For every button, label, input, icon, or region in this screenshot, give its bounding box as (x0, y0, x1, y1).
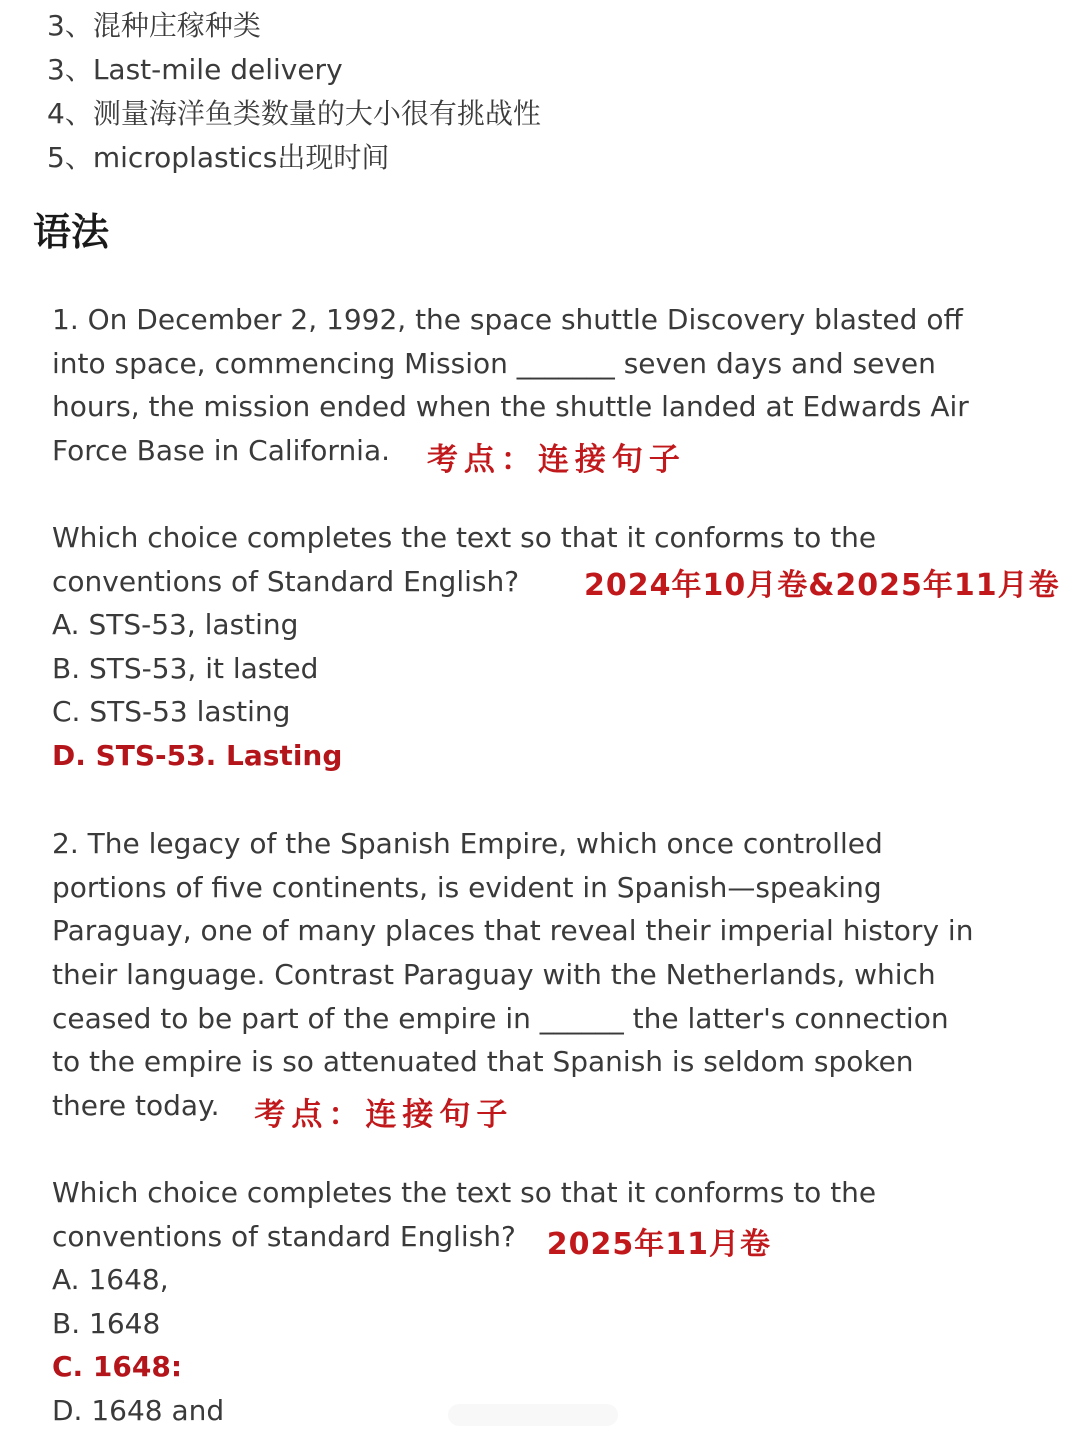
topic-item: 3、Last-mile delivery (47, 53, 343, 86)
choice-b: B. 1648 (52, 1306, 161, 1340)
prompt-line: Which choice completes the text so that it conforms to the (52, 1176, 877, 1209)
section-title: 语法 (33, 210, 110, 254)
passage-line: there today. (52, 1089, 220, 1123)
passage-line: 2. The legacy of the Spanish Empire, which once controlled (52, 827, 883, 860)
prompt-line: Which choice completes the text so that it conforms to the (52, 521, 877, 554)
exam-source-annotation: 2025年11月卷 (546, 1226, 772, 1262)
passage-line: their language. Contrast Paraguay with the Netherlands, which (52, 958, 936, 992)
passage-line: to the empire is so attenuated that Spanish is seldom spoken (52, 1045, 914, 1079)
passage-line: Force Base in California. (52, 434, 391, 468)
passage-line: 1. On December 2, 1992, the space shuttle Discovery blasted off (52, 303, 963, 336)
choice-d: D. 1648 and (52, 1394, 225, 1428)
question-2-prompt (52, 1171, 1052, 1262)
passage-line: portions of five continents, is evident in Spanish—speaking (52, 870, 882, 904)
exam-source-annotation: 2024年10月卷&2025年11月卷 (583, 567, 1060, 603)
topic-item: 5、microplastics出现时间 (47, 141, 390, 174)
question-2-passage (52, 822, 1052, 1134)
passage-line: hours, the mission ended when the shuttle landed at Edwards Air (52, 390, 969, 424)
prompt-line: conventions of standard English? (52, 1219, 516, 1253)
prompt-line: conventions of Standard English? (52, 564, 520, 598)
choice-c: C. STS-53 lasting (52, 695, 291, 729)
question-1-passage (52, 298, 1052, 479)
choice-b: B. STS-53, it lasted (52, 651, 319, 685)
choice-a: A. 1648, (52, 1263, 169, 1296)
choice-d-correct: D. STS-53. Lasting (52, 739, 343, 773)
choice-c-correct: C. 1648: (52, 1350, 183, 1384)
watermark (448, 1404, 618, 1426)
passage-line: ceased to be part of the empire in ______ the latter's connection (52, 1001, 949, 1035)
question-1-choices (52, 603, 1052, 778)
question-1-prompt (52, 516, 1060, 603)
topic-list (47, 4, 1027, 180)
passage-line: into space, commencing Mission _______ seven days and seven (52, 346, 936, 380)
passage-line: Paraguay, one of many places that reveal their imperial history in (52, 914, 974, 948)
key-point-annotation: 考点：连接句子 (254, 1097, 514, 1134)
key-point-annotation: 考点：连接句子 (426, 442, 686, 479)
choice-a: A. STS-53, lasting (52, 608, 299, 641)
topic-item: 4、测量海洋鱼类数量的大小很有挑战性 (47, 97, 541, 130)
topic-item: 3、混种庄稼种类 (47, 9, 261, 42)
